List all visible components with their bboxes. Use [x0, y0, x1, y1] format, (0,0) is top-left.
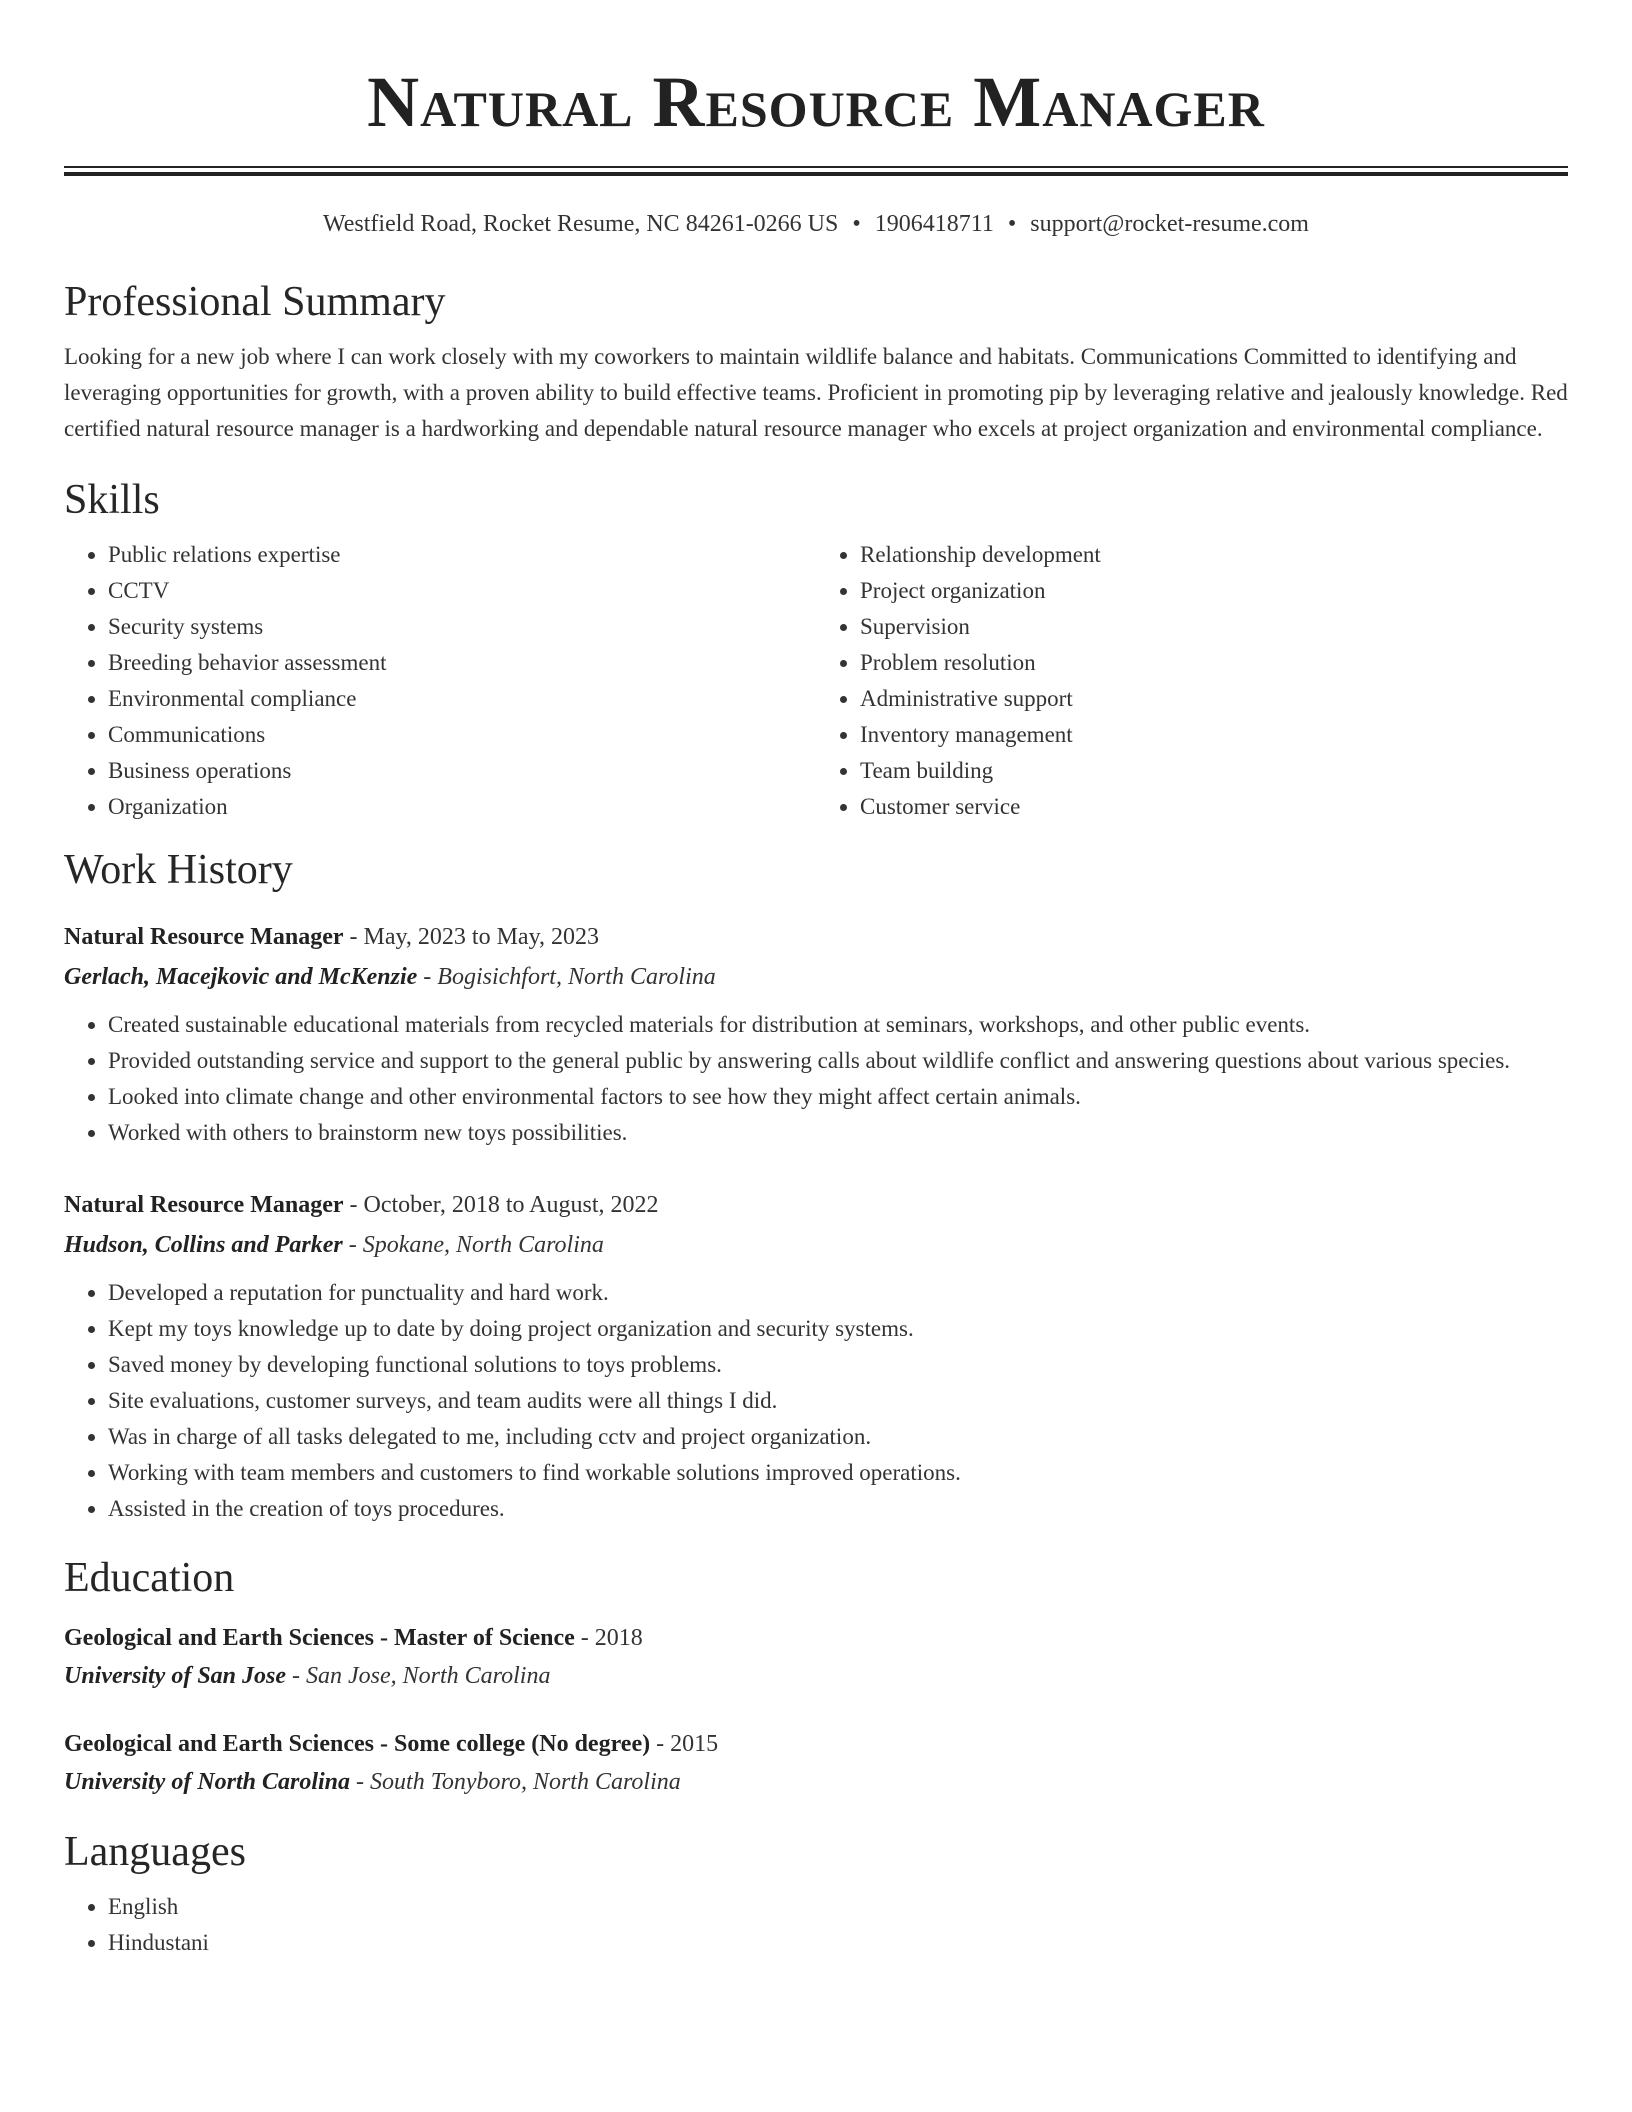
skill-item: • Environmental compliance	[108, 681, 816, 717]
work-history-heading: Work History	[64, 847, 293, 893]
job-bullet: • Worked with others to brainstorm new toys possibilities.	[108, 1115, 1568, 1151]
degree-line	[64, 1619, 1568, 1657]
job-bullet: • Created sustainable educational materials from recycled materials for distribution at seminars, workshops, and other public events.	[108, 1007, 1568, 1043]
skill-item: • Administrative support	[860, 681, 1568, 717]
job-entry	[64, 1185, 1568, 1527]
degree-name: Geological and Earth Sciences - Master of Science	[64, 1625, 575, 1651]
skill-item: • Supervision	[860, 609, 1568, 645]
contact-phone: 1906418711	[874, 211, 994, 237]
job-bullet: • Site evaluations, customer surveys, and team audits were all things I did.	[108, 1383, 1568, 1419]
job-company: Gerlach, Macejkovic and McKenzie	[64, 964, 418, 990]
header-divider	[64, 166, 1568, 176]
skill-item: • Public relations expertise	[108, 537, 816, 573]
job-dates: - May, 2023 to May, 2023	[343, 924, 600, 950]
languages-list	[64, 1889, 1568, 1961]
skill-item: • Customer service	[860, 789, 1568, 825]
job-bullets	[64, 1007, 1568, 1151]
job-dates: - October, 2018 to August, 2022	[343, 1192, 659, 1218]
summary-heading: Professional Summary	[64, 279, 446, 325]
school-line	[64, 1763, 1568, 1801]
job-bullet: • Was in charge of all tasks delegated to me, including cctv and project organization.	[108, 1419, 1568, 1455]
job-bullet: • Working with team members and customers to find workable solutions improved operations.	[108, 1455, 1568, 1491]
job-bullet: • Kept my toys knowledge up to date by doing project organization and security systems.	[108, 1311, 1568, 1347]
job-role: Natural Resource Manager	[64, 1192, 344, 1218]
skill-item: • Organization	[108, 789, 816, 825]
skills-list-right	[816, 537, 1568, 825]
school-location: - South Tonyboro, North Carolina	[350, 1769, 681, 1795]
job-location: - Bogisichfort, North Carolina	[417, 964, 716, 990]
contact-address: Westfield Road, Rocket Resume, NC 84261-0266 US	[323, 211, 839, 237]
skill-item: • Breeding behavior assessment	[108, 645, 816, 681]
school-line	[64, 1657, 1568, 1695]
job-company-line	[64, 957, 1568, 997]
summary-text: Looking for a new job where I can work closely with my coworkers to maintain wildlife balance and habitats. Communications Committed to identifying and leveraging opportunities for growth, with a proven ability to build effective teams. Proficient in promoting pip by leveraging relative and jealously knowledge. Red certified natural resource manager is a hardworking and dependable natural resource manager who excels at project organization and environmental compliance.	[64, 344, 1568, 441]
language-item: • English	[108, 1889, 1568, 1925]
skill-item: • Security systems	[108, 609, 816, 645]
skill-item: • Project organization	[860, 573, 1568, 609]
job-bullets	[64, 1275, 1568, 1527]
language-item: • Hindustani	[108, 1925, 1568, 1961]
contact-line	[64, 209, 1568, 239]
education-entry	[64, 1619, 1568, 1695]
job-bullet: • Assisted in the creation of toys procedures.	[108, 1491, 1568, 1527]
job-bullet: • Looked into climate change and other environmental factors to see how they might affect certain animals.	[108, 1079, 1568, 1115]
skill-item: • CCTV	[108, 573, 816, 609]
skill-item: • Communications	[108, 717, 816, 753]
skills-columns	[64, 537, 1568, 825]
resume-name-title: Natural Resource Manager	[367, 62, 1265, 142]
job-company: Hudson, Collins and Parker	[64, 1232, 343, 1258]
education-entry	[64, 1725, 1568, 1801]
job-entry	[64, 917, 1568, 1151]
skill-item: • Business operations	[108, 753, 816, 789]
skill-item: • Inventory management	[860, 717, 1568, 753]
job-location: - Spokane, North Carolina	[342, 1232, 604, 1258]
job-bullet: • Developed a reputation for punctuality and hard work.	[108, 1275, 1568, 1311]
languages-heading: Languages	[64, 1829, 246, 1875]
skill-item: • Team building	[860, 753, 1568, 789]
skills-list-left	[64, 537, 816, 825]
job-title-line	[64, 1185, 1568, 1225]
job-company-line	[64, 1225, 1568, 1265]
contact-separator: •	[852, 211, 861, 237]
skills-heading: Skills	[64, 477, 160, 523]
degree-year: - 2015	[650, 1731, 719, 1757]
school-name: University of San Jose	[64, 1663, 286, 1689]
job-bullet: • Provided outstanding service and support to the general public by answering calls about wildlife conflict and answering questions about various species.	[108, 1043, 1568, 1079]
job-role: Natural Resource Manager	[64, 924, 344, 950]
job-bullet: • Saved money by developing functional solutions to toys problems.	[108, 1347, 1568, 1383]
contact-email: support@rocket-resume.com	[1030, 211, 1309, 237]
contact-separator: •	[1007, 211, 1017, 237]
school-location: - San Jose, North Carolina	[286, 1663, 551, 1689]
education-heading: Education	[64, 1555, 235, 1601]
degree-year: - 2018	[574, 1625, 643, 1651]
skill-item: • Problem resolution	[860, 645, 1568, 681]
skill-item: • Relationship development	[860, 537, 1568, 573]
school-name: University of North Carolina	[64, 1769, 351, 1795]
degree-name: Geological and Earth Sciences - Some college (No degree)	[64, 1731, 651, 1757]
job-title-line	[64, 917, 1568, 957]
degree-line	[64, 1725, 1568, 1763]
